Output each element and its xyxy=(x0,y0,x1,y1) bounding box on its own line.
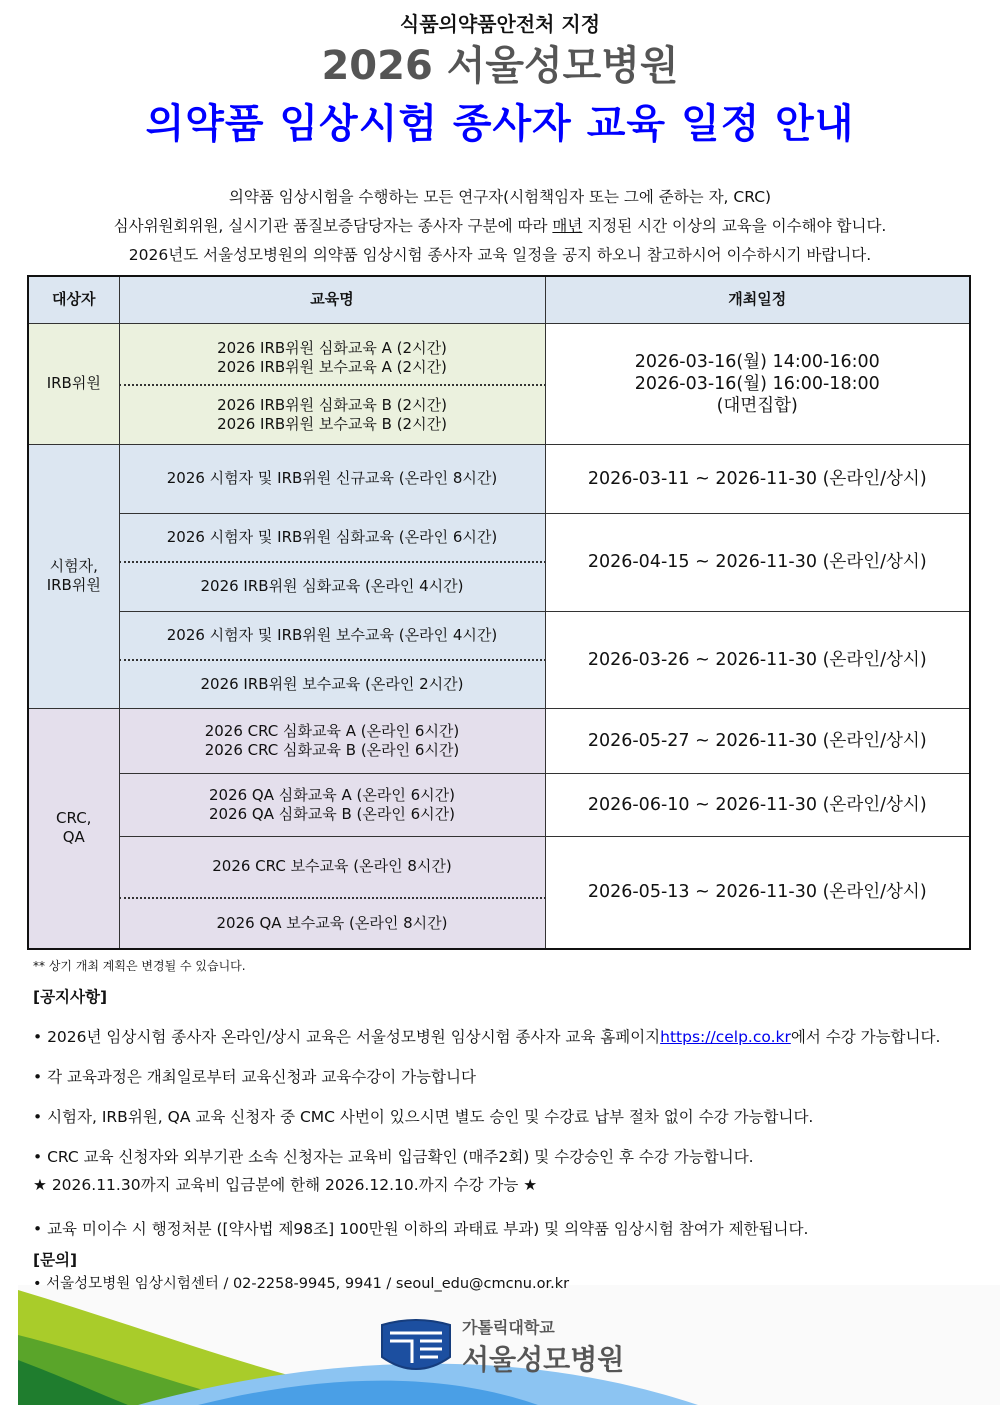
date-cell: 2026-05-27 ~ 2026-11-30 (온라인/상시) xyxy=(545,708,970,773)
course-cell: 2026 IRB위원 심화교육 B (2시간) 2026 IRB위원 보수교육 B (2시간) xyxy=(119,385,545,444)
page-title: 의약품 임상시험 종사자 교육 일정 안내 xyxy=(145,101,855,147)
table-row xyxy=(28,836,970,898)
notice-item: • 교육 미이수 시 행정처분 ([약사법 제98조] 100만원 이하의 과태료 부과) 및 의약품 임상시험 참여가 제한됩니다. xyxy=(33,1220,809,1238)
table-header xyxy=(28,276,970,323)
notice-item xyxy=(33,1025,993,1047)
course-cell: 2026 QA 심화교육 A (온라인 6시간) 2026 QA 심화교육 B (온라인 6시간) xyxy=(119,773,545,836)
date-cell: 2026-03-26 ~ 2026-11-30 (온라인/상시) xyxy=(545,611,970,708)
date-cell: 2026-06-10 ~ 2026-11-30 (온라인/상시) xyxy=(545,773,970,836)
date-cell: 2026-05-13 ~ 2026-11-30 (온라인/상시) xyxy=(545,836,970,949)
course-cell: 2026 IRB위원 심화교육 A (2시간) 2026 IRB위원 보수교육 A (2시간) xyxy=(119,323,545,385)
date-cell: 2026-04-15 ~ 2026-11-30 (온라인/상시) xyxy=(545,513,970,611)
table-row xyxy=(28,444,970,513)
catholic-emblem-icon xyxy=(378,1319,454,1375)
date-cell: 2026-03-16(월) 14:00-16:00 2026-03-16(월) 16:00-18:00 (대면집합) xyxy=(545,323,970,444)
course-cell: 2026 시험자 및 IRB위원 신규교육 (온라인 8시간) xyxy=(119,444,545,513)
designation-title: 식품의약품안전처 지정 xyxy=(399,12,601,36)
notice-title: [공지사항] xyxy=(33,988,108,1006)
notice-section xyxy=(33,985,993,1257)
course-cell: 2026 시험자 및 IRB위원 심화교육 (온라인 6시간) xyxy=(119,513,545,562)
notice-item: • 시험자, IRB위원, QA 교육 신청자 중 CMC 사번이 있으시면 별도 승인 및 수강료 납부 절차 없이 수강 가능합니다. xyxy=(33,1108,814,1126)
table-row xyxy=(28,513,970,562)
contact-info: • 서울성모병원 임상시험센터 / 02-2258-9945, 9941 / seoul_edu@cmcnu.or.kr xyxy=(33,1276,570,1292)
logo-university: 가톨릭대학교 xyxy=(462,1318,555,1337)
table-row xyxy=(28,323,970,385)
intro-line-1: 의약품 임상시험을 수행하는 모든 연구자(시험책임자 또는 그에 준하는 자, CRC) xyxy=(228,188,772,206)
group-cell: CRC, QA xyxy=(28,708,119,949)
change-note: ** 상기 개최 계획은 변경될 수 있습니다. xyxy=(33,959,246,973)
table-row xyxy=(28,611,970,660)
intro-emphasis: 매년 xyxy=(552,217,583,235)
logo-hospital: 서울성모병원 xyxy=(462,1343,625,1376)
intro-line-3: 2026년도 서울성모병원의 의약품 임상시험 종사자 교육 일정을 공지 하오니 참고하시어 이수하시기 바랍니다. xyxy=(128,246,872,264)
header-date: 개최일정 xyxy=(545,276,970,323)
date-cell: 2026-03-11 ~ 2026-11-30 (온라인/상시) xyxy=(545,444,970,513)
hospital-title: 2026 서울성모병원 xyxy=(321,43,679,89)
intro-text xyxy=(0,183,1000,270)
intro-line-2 xyxy=(0,212,1000,241)
header-target: 대상자 xyxy=(28,276,119,323)
hospital-logo xyxy=(378,1315,624,1378)
intro-line-2a: 심사위원회위원, 실시기관 품질보증담당자는 종사자 구분에 따라 xyxy=(113,217,553,235)
course-cell: 2026 QA 보수교육 (온라인 8시간) xyxy=(119,898,545,949)
notice-item: • CRC 교육 신청자와 외부기관 소속 신청자는 교육비 입금확인 (매주2회) 및 수강승인 후 수강 가능합니다. xyxy=(33,1148,754,1166)
intro-line-2b: 지정된 시간 이상의 교육을 이수해야 합니다. xyxy=(582,217,887,235)
schedule-table xyxy=(27,275,971,950)
table-row xyxy=(28,708,970,773)
header-course: 교육명 xyxy=(119,276,545,323)
course-cell: 2026 CRC 보수교육 (온라인 8시간) xyxy=(119,836,545,898)
notice-text: • 2026년 임상시험 종사자 온라인/상시 교육은 서울성모병원 임상시험 종사자 교육 홈페이지 xyxy=(33,1028,661,1046)
group-cell: IRB위원 xyxy=(28,323,119,444)
notice-text: 에서 수강 가능합니다. xyxy=(790,1028,941,1046)
course-cell: 2026 IRB위원 보수교육 (온라인 2시간) xyxy=(119,660,545,708)
course-cell: 2026 CRC 심화교육 A (온라인 6시간) 2026 CRC 심화교육 B (온라인 6시간) xyxy=(119,708,545,773)
celp-link[interactable]: https://celp.co.kr xyxy=(660,1028,791,1046)
notice-item: • 각 교육과정은 개최일로부터 교육신청과 교육수강이 가능합니다 xyxy=(33,1068,476,1086)
notice-star-line: ★ 2026.11.30까지 교육비 입금분에 한해 2026.12.10.까지 수강 가능 ★ xyxy=(33,1176,538,1194)
group-cell: 시험자, IRB위원 xyxy=(28,444,119,708)
course-cell: 2026 IRB위원 심화교육 (온라인 4시간) xyxy=(119,562,545,611)
table-row xyxy=(28,773,970,836)
course-cell: 2026 시험자 및 IRB위원 보수교육 (온라인 4시간) xyxy=(119,611,545,660)
contact-title: [문의] xyxy=(33,1251,78,1269)
